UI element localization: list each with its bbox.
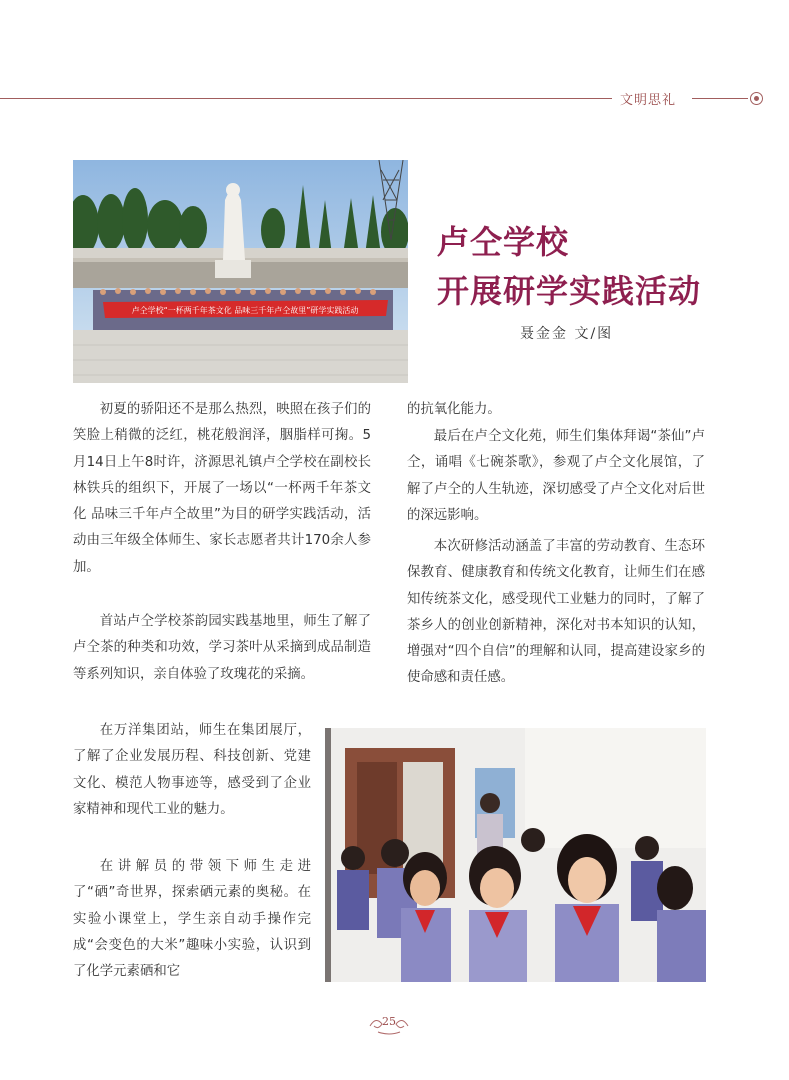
group-photo-statue	[73, 160, 408, 383]
paragraph-4-continued: 的抗氧化能力。	[407, 402, 501, 417]
paragraph-5: 最后在卢仝文化苑，师生们集体拜谒“茶仙”卢仝，诵唱《七碗茶歌》，参观了卢仝文化展馆，了解了卢仝的人生轨迹，深切感受了卢仝文化对后世的深远影响。	[407, 429, 705, 523]
classroom-photo	[325, 728, 706, 982]
header-circle-icon	[750, 92, 763, 105]
paragraph-3: 在万洋集团站，师生在集团展厅，了解了企业发展历程、科技创新、党建文化、模范人物事迹等，感受到了企业家精神和现代工业的魅力。	[73, 723, 311, 817]
paragraph-6: 本次研修活动涵盖了丰富的劳动教育、生态环保教育、健康教育和传统文化教育，让师生们在感知传统茶文化，感受现代工业魅力的同时，了解了茶乡人的创业创新精神，深化对书本知识的认知，增强对“四个自信”的理解和认同，提高建设家乡的使命感和责任感。	[407, 539, 705, 686]
article-title-line-2: 开展研学实践活动	[437, 272, 702, 310]
page-number: 25	[382, 1015, 396, 1028]
article-byline: 聂金金 文/图	[520, 326, 614, 342]
banner-text: 卢仝学校“一杯两千年茶文化 品味三千年卢仝故里”研学实践活动	[131, 306, 359, 315]
paragraph-4: 在讲解员的带领下师生走进了“硒”奇世界，探索硒元素的奥秘。在实验小课堂上，学生亲自动手操作完成“会变色的大米”趣味小实验，认识到了化学元素硒和它	[73, 859, 311, 980]
paragraph-1: 初夏的骄阳还不是那么热烈，映照在孩子们的笑脸上稍微的泛红，桃花般润泽，胭脂样可掬。5月14日上午8时许，济源思礼镇卢仝学校在副校长林铁兵的组织下，开展了一场以“一杯两千年茶文化 品味三千年卢仝故里”为目的研学实践活动，活动由三年级全体师生、家长志愿者共计170余人参加。	[73, 402, 371, 575]
header-rule-left	[0, 98, 612, 99]
article-title-line-1: 卢仝学校	[437, 223, 570, 261]
paragraph-2: 首站卢仝学校茶韵园实践基地里，师生了解了卢仝茶的种类和功效，学习茶叶从采摘到成品制造等系列知识，亲自体验了玫瑰花的采摘。	[73, 614, 371, 682]
header-rule-right	[692, 98, 748, 99]
section-label: 文明思礼	[620, 93, 677, 108]
page-number-ornament	[366, 1012, 412, 1036]
